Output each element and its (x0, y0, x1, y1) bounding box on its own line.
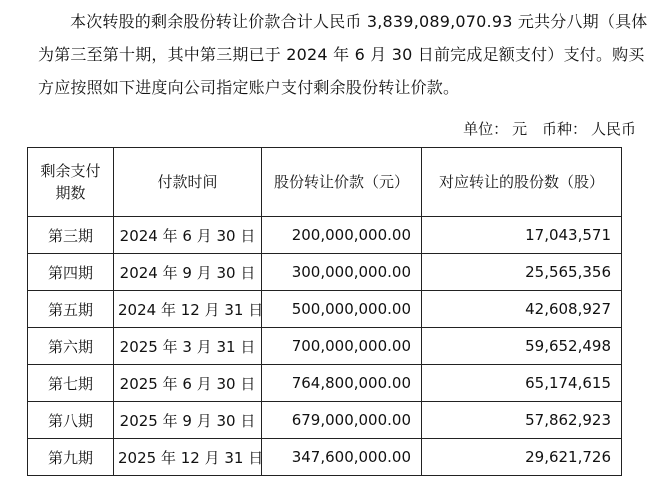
cell-period: 第五期 (28, 291, 114, 328)
currency-label: 币种： (541, 120, 587, 138)
cell-shares: 57,862,923 (422, 402, 622, 439)
paragraph-line-1: 本次转股的剩余股份转让价款合计人民币 3,839,089,070.93 元共分八期（具体 (70, 12, 648, 31)
unit-label: 单位： (463, 120, 509, 138)
payment-paragraph (38, 5, 648, 104)
header-amount: 股份转让价款（元） (262, 148, 422, 217)
table-row (28, 291, 622, 328)
table-row (28, 254, 622, 291)
paragraph-line-2: 为第三至第十期，其中第三期已于 2024 年 6 月 30 日前完成足额支付）支付。购买 (38, 45, 645, 64)
cell-date: 2025 年 6 月 30 日 (114, 365, 262, 402)
header-shares: 对应转让的股份数（股） (422, 148, 622, 217)
cell-date: 2024 年 12 月 31 日 (114, 291, 262, 328)
cell-shares: 65,174,615 (422, 365, 622, 402)
table-header-row (28, 148, 622, 217)
cell-period: 第九期 (28, 439, 114, 476)
table-row (28, 439, 622, 476)
cell-amount: 200,000,000.00 (262, 217, 422, 254)
table-row (28, 328, 622, 365)
table-row (28, 402, 622, 439)
cell-amount: 500,000,000.00 (262, 291, 422, 328)
payment-schedule-table (27, 147, 622, 476)
cell-period: 第四期 (28, 254, 114, 291)
cell-date: 2024 年 6 月 30 日 (114, 217, 262, 254)
cell-shares: 59,652,498 (422, 328, 622, 365)
unit-line (453, 118, 636, 140)
cell-period: 第八期 (28, 402, 114, 439)
cell-date: 2024 年 9 月 30 日 (114, 254, 262, 291)
header-period: 剩余支付期数 (28, 148, 114, 217)
currency-value: 人民币 (590, 120, 636, 138)
table-row (28, 217, 622, 254)
paragraph-line-3: 方应按照如下进度向公司指定账户支付剩余股份转让价款。 (38, 78, 460, 97)
cell-shares: 17,043,571 (422, 217, 622, 254)
cell-period: 第七期 (28, 365, 114, 402)
cell-amount: 764,800,000.00 (262, 365, 422, 402)
cell-amount: 347,600,000.00 (262, 439, 422, 476)
cell-shares: 25,565,356 (422, 254, 622, 291)
table-row (28, 365, 622, 402)
cell-amount: 700,000,000.00 (262, 328, 422, 365)
cell-period: 第三期 (28, 217, 114, 254)
cell-amount: 679,000,000.00 (262, 402, 422, 439)
cell-period: 第六期 (28, 328, 114, 365)
header-date: 付款时间 (114, 148, 262, 217)
cell-shares: 42,608,927 (422, 291, 622, 328)
unit-value: 元 (512, 120, 528, 138)
cell-amount: 300,000,000.00 (262, 254, 422, 291)
cell-date: 2025 年 12 月 31 日 (114, 439, 262, 476)
cell-date: 2025 年 3 月 31 日 (114, 328, 262, 365)
cell-date: 2025 年 9 月 30 日 (114, 402, 262, 439)
cell-shares: 29,621,726 (422, 439, 622, 476)
